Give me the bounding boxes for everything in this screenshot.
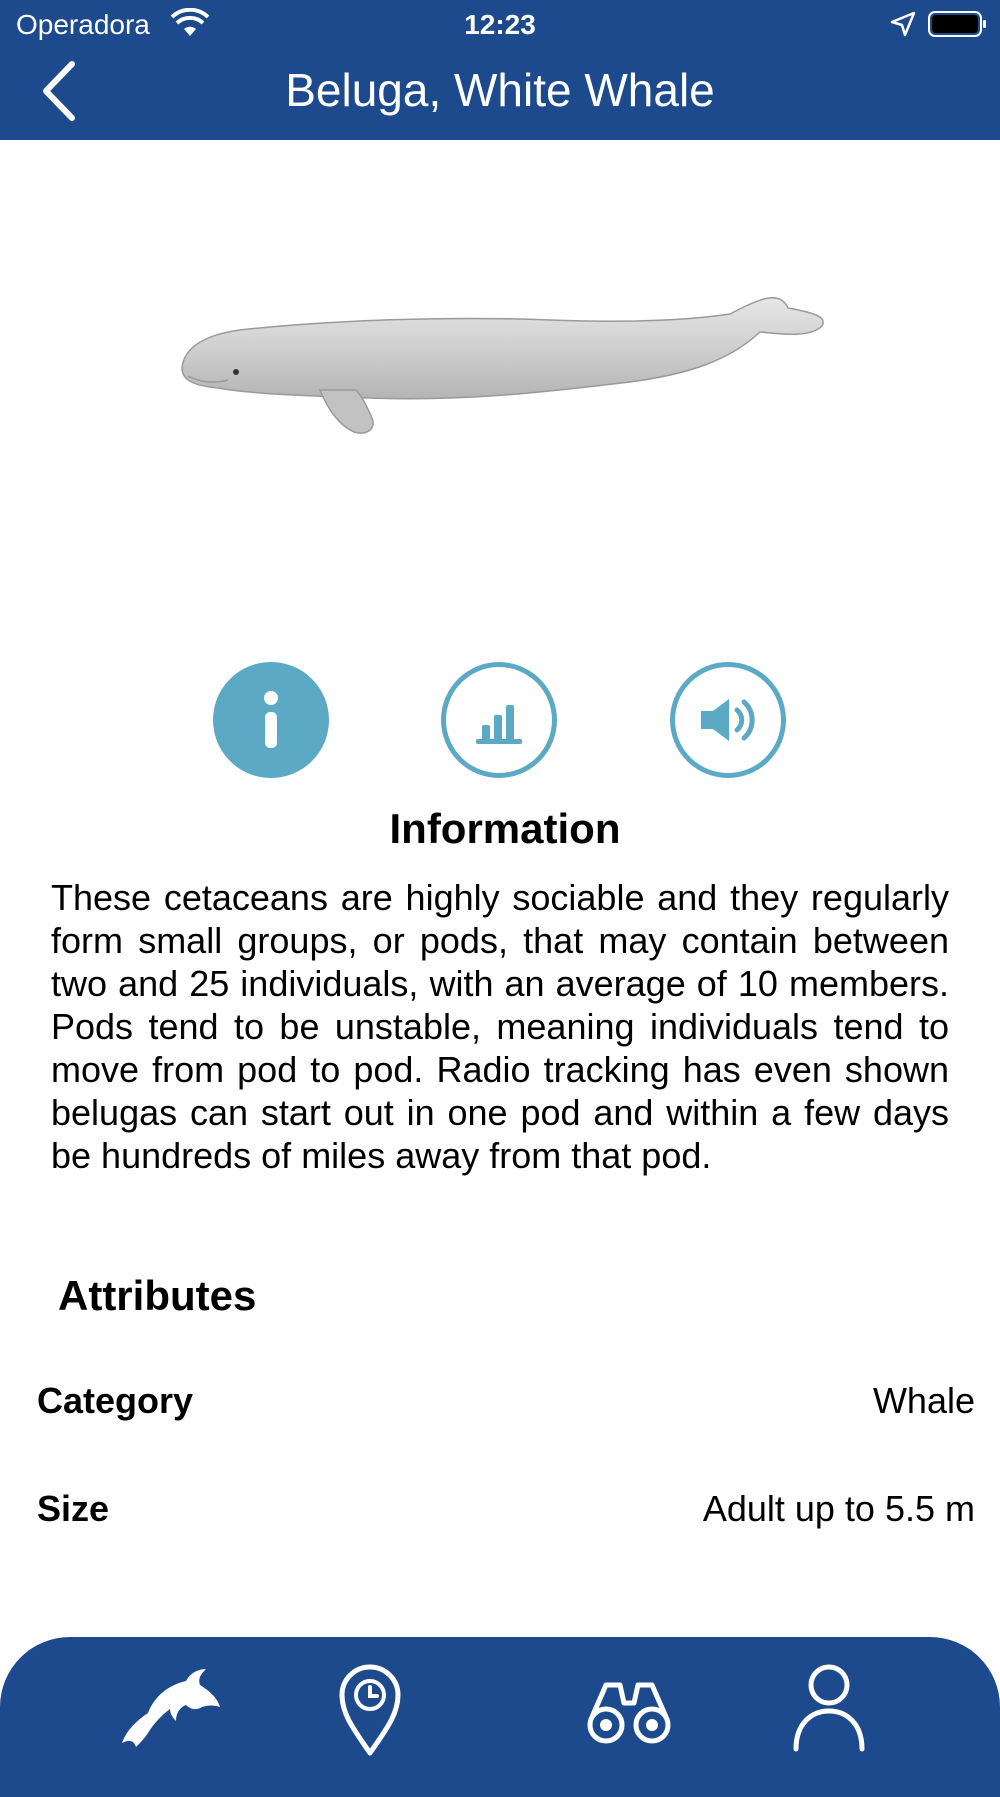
status-time: 12:23 — [464, 9, 536, 40]
tab-sightings[interactable] — [315, 1651, 425, 1761]
attribute-value: Adult up to 5.5 m — [702, 1488, 975, 1529]
dolphin-icon — [114, 1651, 224, 1761]
binoculars-icon — [574, 1651, 684, 1761]
location-arrow-icon — [890, 11, 916, 37]
attributes-heading: Attributes — [58, 1272, 257, 1319]
tab-species[interactable] — [114, 1651, 224, 1761]
beluga-whale-illustration — [170, 290, 830, 490]
tab-profile[interactable] — [774, 1651, 884, 1761]
info-button[interactable] — [213, 662, 329, 778]
attribute-label: Category — [37, 1380, 194, 1421]
stats-button[interactable] — [441, 662, 557, 778]
species-description: These cetaceans are highly sociable and they regularly form small groups, or pods, that may contain between two and 25 individuals, with an average of 10 members. Pods tend to be unstable, meaning individuals tend to move from pod to pod. Radio tracking has even shown belugas can start out in one pod and within a few days be hundreds of miles away from that pod. — [51, 877, 949, 1176]
attribute-value: Whale — [872, 1380, 975, 1421]
location-clock-icon — [315, 1651, 425, 1761]
navigation-bar — [0, 50, 1000, 140]
information-heading: Information — [389, 805, 621, 852]
speaker-icon — [675, 667, 781, 773]
tab-bar — [0, 1637, 1000, 1797]
attribute-row-category — [37, 1380, 975, 1430]
tab-explore[interactable] — [574, 1651, 684, 1761]
bar-chart-icon — [446, 667, 552, 773]
attribute-label: Size — [37, 1488, 110, 1529]
attribute-row-size — [37, 1488, 975, 1538]
page-title: Beluga, White Whale — [285, 64, 715, 116]
user-icon — [774, 1651, 884, 1761]
status-bar — [0, 0, 1000, 50]
battery-icon — [928, 10, 988, 38]
carrier-label: Operadora — [16, 9, 150, 40]
sound-button[interactable] — [670, 662, 786, 778]
top-bar — [0, 0, 1000, 140]
info-icon — [213, 662, 329, 778]
